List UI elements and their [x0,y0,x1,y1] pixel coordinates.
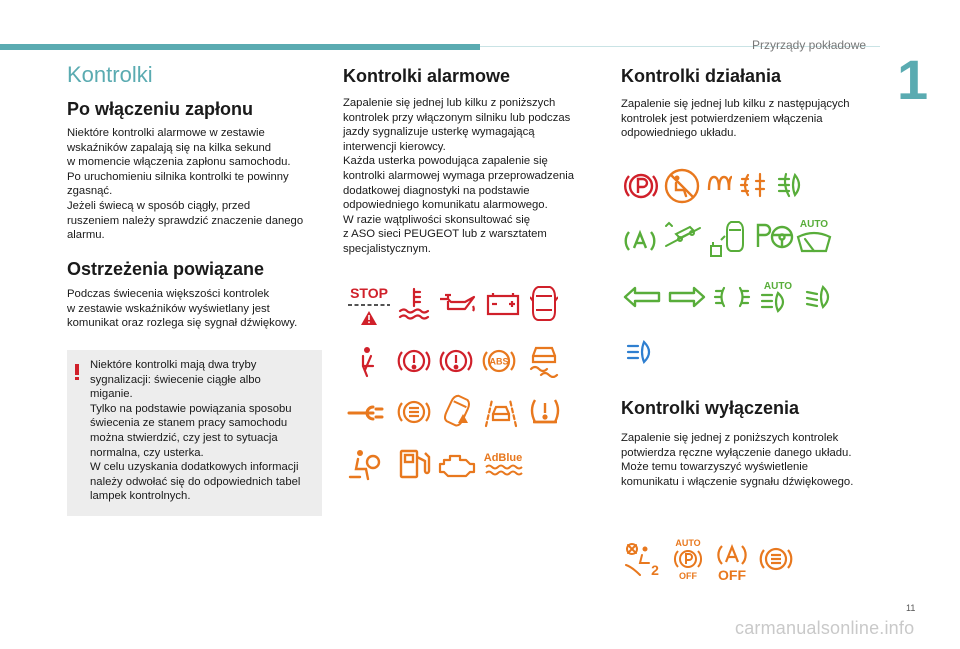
door-open-warning-icon [441,392,475,430]
deactivation-text-block [621,431,906,489]
exclamation-icon [75,364,79,380]
tyre-pressure-icon [527,394,563,428]
park-steering-icon [755,221,795,253]
coolant-temperature-icon [396,286,432,320]
rear-fog-light-icon [738,171,772,199]
svg-text:AUTO: AUTO [675,538,701,548]
service-warning-icon [439,345,473,377]
operation-text: Zapalenie się jednej lub kilku z następujących kontrolek jest potwierdzeniem włączenia odpowiedniego układu. [621,98,850,140]
auto-wipers-icon [793,217,835,257]
svg-text:2: 2 [651,562,659,578]
oil-pressure-icon [437,290,477,316]
battery-icon [485,290,521,316]
auto-headlights-icon [758,279,798,315]
front-fog-light-icon [775,171,809,199]
door-open-icon [530,283,558,323]
airbag-icon [346,448,382,484]
wrench-icon [346,400,384,424]
warnings-section [67,259,327,280]
passenger-airbag-off-icon [622,541,662,579]
svg-text:OFF: OFF [718,567,746,582]
cruise-door-icon [705,218,747,260]
turn-left-indicator-icon [622,285,662,309]
deactivation-heading: Kontrolki wyłączenia [621,398,800,418]
engine-malfunction-icon [438,452,476,478]
svg-text:AUTO: AUTO [763,281,793,292]
svg-text:ABS: ABS [489,356,509,367]
operation-heading: Kontrolki działania [621,66,782,86]
side-lights-icon [713,284,751,310]
alarm-heading: Kontrolki alarmowe [343,66,511,86]
fuel-level-icon [397,447,433,481]
stop-warning-icon [346,284,392,328]
section-title: Przyrządy pokładowe [752,38,867,52]
left-column [67,62,327,88]
header-accent-bar [0,44,480,50]
chapter-number: 1 [897,48,929,111]
turn-right-indicator-icon [667,285,707,309]
ignition-text: Niektóre kontrolki alarmowe w zestawie wskaźników zapalają się na kilka sekund w momencie włączenia zapłonu samochodu. Po uruchomieniu silnika kontrolki te powinny zgasnąć. Jeżeli świecą w sposób ciągły, przed ruszeniem należy sprawdzić znaczenie danego alarmu. [67,127,304,242]
warnings-text: Podczas świecenia większości kontrolek w zestawie wskaźników wyświetlany jest komunikat oraz rozlega się sygnał dźwiękowy. [67,288,298,330]
glow-plug-icon [706,172,736,198]
ignition-text-block [67,126,332,243]
main-beam-icon [624,339,660,365]
info-note-box [67,350,322,516]
adblue-icon [483,450,523,476]
ignition-section [67,99,327,120]
lane-departure-icon [484,396,518,428]
stability-control-icon [527,342,561,378]
page-title: Kontrolki [67,62,153,87]
alarm-text-block [343,96,618,257]
dipped-beam-icon [803,284,839,310]
watermark: carmanualsonline.info [735,618,915,638]
alarm-text: Zapalenie się jednej lub kilku z poniższych kontrolek przy włączonym silniku lub podczas jazdy sygnalizuje usterkę wymagającą interwencji kierowcy. Każda usterka powodująca zapalenie się kontrolki alarmowej wymaga przeprowadzenia dodatkowej diagnostyki na podstawie odpowiedniego komunikatu alarmowego. W razie wątpliwości skonsultować się z ASO sieci PEUGEOT lub z warsztatem specjalistycznym. [343,97,575,255]
auto-parking-brake-off-icon [670,537,706,581]
svg-text:AUTO: AUTO [799,219,829,230]
stop-start-off-icon [713,540,751,582]
svg-text:OFF: OFF [679,571,697,581]
deactivation-text: Zapalenie się jednej z poniższych kontrolek potwierdza ręczne wyłączenie danego układu. Może temu towarzyszyć wyświetlenie komunikatu i włączenie sygnału dźwiękowego. [621,432,854,488]
seatbelt-icon [355,346,379,378]
brake-pads-off-icon [758,543,794,575]
alarm-section [343,66,613,87]
parking-brake-icon [623,170,659,202]
warnings-heading: Ostrzeżenia powiązane [67,259,265,279]
brake-system-icon [397,345,431,377]
operation-text-block [621,97,901,141]
brake-pad-wear-icon [397,396,431,428]
ignition-heading: Po włączeniu zapłonu [67,99,254,119]
svg-text:STOP: STOP [350,285,388,301]
note-text: Niektóre kontrolki mają dwa tryby sygnalizacji: świecenie ciągłe albo miganie. Tylko na podstawie powiązania sposobu świecenia ze stanem pracy samochodu można stwierdzić, czy jest to sytuacja normalna, czy usterka. W celu uzyskania dodatkowych informacji należy odwołać się do odpowiednich tabel lampek kontrolnych. [90,359,301,503]
page-number: 11 [906,603,916,613]
deactivation-section [621,398,901,419]
svg-text:AdBlue: AdBlue [483,452,523,464]
seatbelt-off-icon [663,167,701,205]
warnings-text-block [67,287,332,331]
abs-icon [481,345,517,377]
auto-hold-icon [623,225,657,257]
operation-section [621,66,901,87]
hill-descent-icon [662,220,704,250]
